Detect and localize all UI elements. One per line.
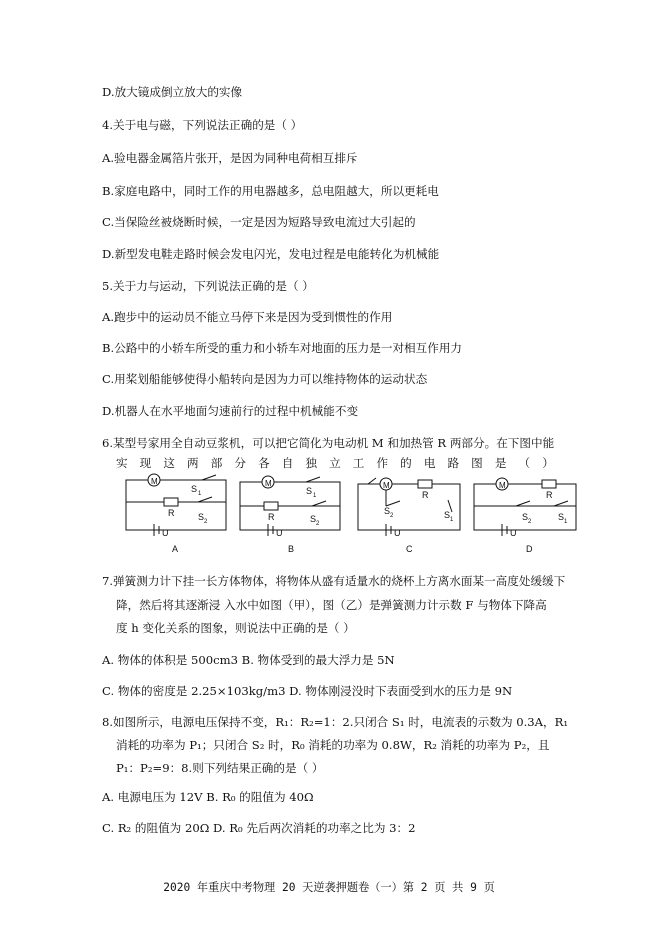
q8-options-cd: C. R₂ 的阻值为 20Ω D. R₀ 先后两次消耗的功率之比为 3：2 — [102, 821, 416, 835]
q5-option-d: D.机器人在水平地面匀速前行的过程中机械能不变 — [102, 404, 359, 418]
svg-text:R: R — [546, 490, 553, 500]
svg-text:S: S — [558, 512, 565, 522]
svg-text:B: B — [288, 544, 295, 554]
svg-text:D: D — [526, 544, 533, 554]
svg-text:1: 1 — [564, 519, 568, 525]
q4-stem: 4.关于电与磁，下列说法正确的是（ ） — [102, 118, 303, 132]
svg-text:C: C — [406, 544, 413, 554]
q5-option-a: A.跑步中的运动员不能立马停下来是因为受到惯性的作用 — [102, 310, 393, 324]
svg-text:S: S — [444, 510, 451, 520]
circuit-d — [472, 472, 580, 560]
svg-text:2: 2 — [204, 519, 208, 525]
power-label: U — [162, 528, 169, 538]
q8-stem-line1: 8.如图所示，电源电压保持不变，R₁：R₂=1：2.只闭合 S₁ 时，电流表的示数为 0.3A，R₁ — [102, 715, 569, 729]
svg-text:2: 2 — [528, 519, 532, 525]
q5-stem: 5.关于力与运动，下列说法正确的是（ ） — [102, 279, 314, 293]
q7-stem-line2: 降，然后将其逐渐浸 入水中如图（甲），图（乙）是弹簧测力计示数 F 与物体下降高 — [116, 598, 547, 612]
svg-text:R: R — [422, 490, 429, 500]
q7-stem-line1: 7.弹簧测力计下挂一长方体物体，将物体从盛有适量水的烧杯上方离水面某一高度处缓缓下 — [102, 574, 566, 588]
circuit-b — [238, 472, 344, 560]
svg-text:S: S — [310, 514, 317, 524]
svg-text:M: M — [499, 481, 506, 490]
svg-text:U: U — [510, 528, 517, 538]
svg-text:U: U — [276, 528, 283, 538]
q6-stem-line1: 6.某型号家用全自动豆浆机，可以把它简化为电动机 M 和加热管 R 两部分。在下图中能 — [102, 436, 555, 450]
q8-options-ab: A. 电源电压为 12V B. R₀ 的阻值为 40Ω — [102, 790, 314, 804]
circuit-a — [124, 472, 230, 560]
q4-option-c: C.当保险丝被烧断时候，一定是因为短路导致电流过大引起的 — [102, 215, 416, 229]
q3-option-d: D.放大镜成倒立放大的实像 — [102, 85, 243, 99]
q4-option-a: A.验电器金属箔片张开，是因为同种电荷相互排斥 — [102, 151, 358, 165]
q4-option-b: B.家庭电路中，同时工作的用电器越多，总电阻越大，所以更耗电 — [102, 184, 439, 198]
q5-option-b: B.公路中的小轿车所受的重力和小轿车对地面的压力是一对相互作用力 — [102, 341, 463, 355]
motor-label: M — [151, 477, 158, 486]
svg-text:1: 1 — [198, 491, 202, 497]
svg-text:S: S — [306, 486, 313, 496]
circuit-letter: A — [172, 544, 179, 554]
switch-label: S — [191, 484, 198, 494]
q5-option-c: C.用桨划船能够使得小船转向是因为力可以维持物体的运动状态 — [102, 372, 428, 386]
svg-text:1: 1 — [450, 517, 454, 523]
svg-text:M: M — [383, 481, 390, 490]
q7-options-ab: A. 物体的体积是 500cm3 B. 物体受到的最大浮力是 5N — [102, 653, 395, 667]
circuit-c — [356, 472, 464, 560]
page-footer: 2020 年重庆中考物理 20 天逆袭押题卷（一）第 2 页 共 9 页 — [163, 881, 495, 894]
svg-text:R: R — [268, 512, 275, 522]
q6-stem-line2: 实 现 这 两 部 分 各 自 独 立 工 作 的 电 路 图 是 （ ） — [116, 456, 559, 470]
resistor-label: R — [168, 508, 175, 518]
q8-stem-line2: 消耗的功率为 P₁；只闭合 S₂ 时，R₀ 消耗的功率为 0.8W，R₂ 消耗的功率为 P₂，且 — [116, 738, 550, 752]
svg-text:M: M — [265, 479, 272, 488]
q7-stem-line3: 度 h 变化关系的图象，则说法中正确的是（ ） — [116, 621, 355, 635]
svg-text:2: 2 — [390, 513, 394, 519]
svg-text:S: S — [198, 512, 205, 522]
svg-text:U: U — [394, 528, 401, 538]
q7-options-cd: C. 物体的密度是 2.25×103kg/m3 D. 物体刚浸没时下表面受到水的压力是 9N — [102, 684, 513, 698]
svg-text:2: 2 — [316, 521, 320, 527]
q4-option-d: D.新型发电鞋走路时候会发电闪光，发电过程是电能转化为机械能 — [102, 247, 440, 261]
q8-stem-line3: P₁：P₂=9：8.则下列结果正确的是（ ） — [116, 761, 324, 775]
svg-text:S: S — [384, 506, 391, 516]
svg-text:1: 1 — [313, 493, 317, 499]
svg-text:S: S — [522, 512, 529, 522]
